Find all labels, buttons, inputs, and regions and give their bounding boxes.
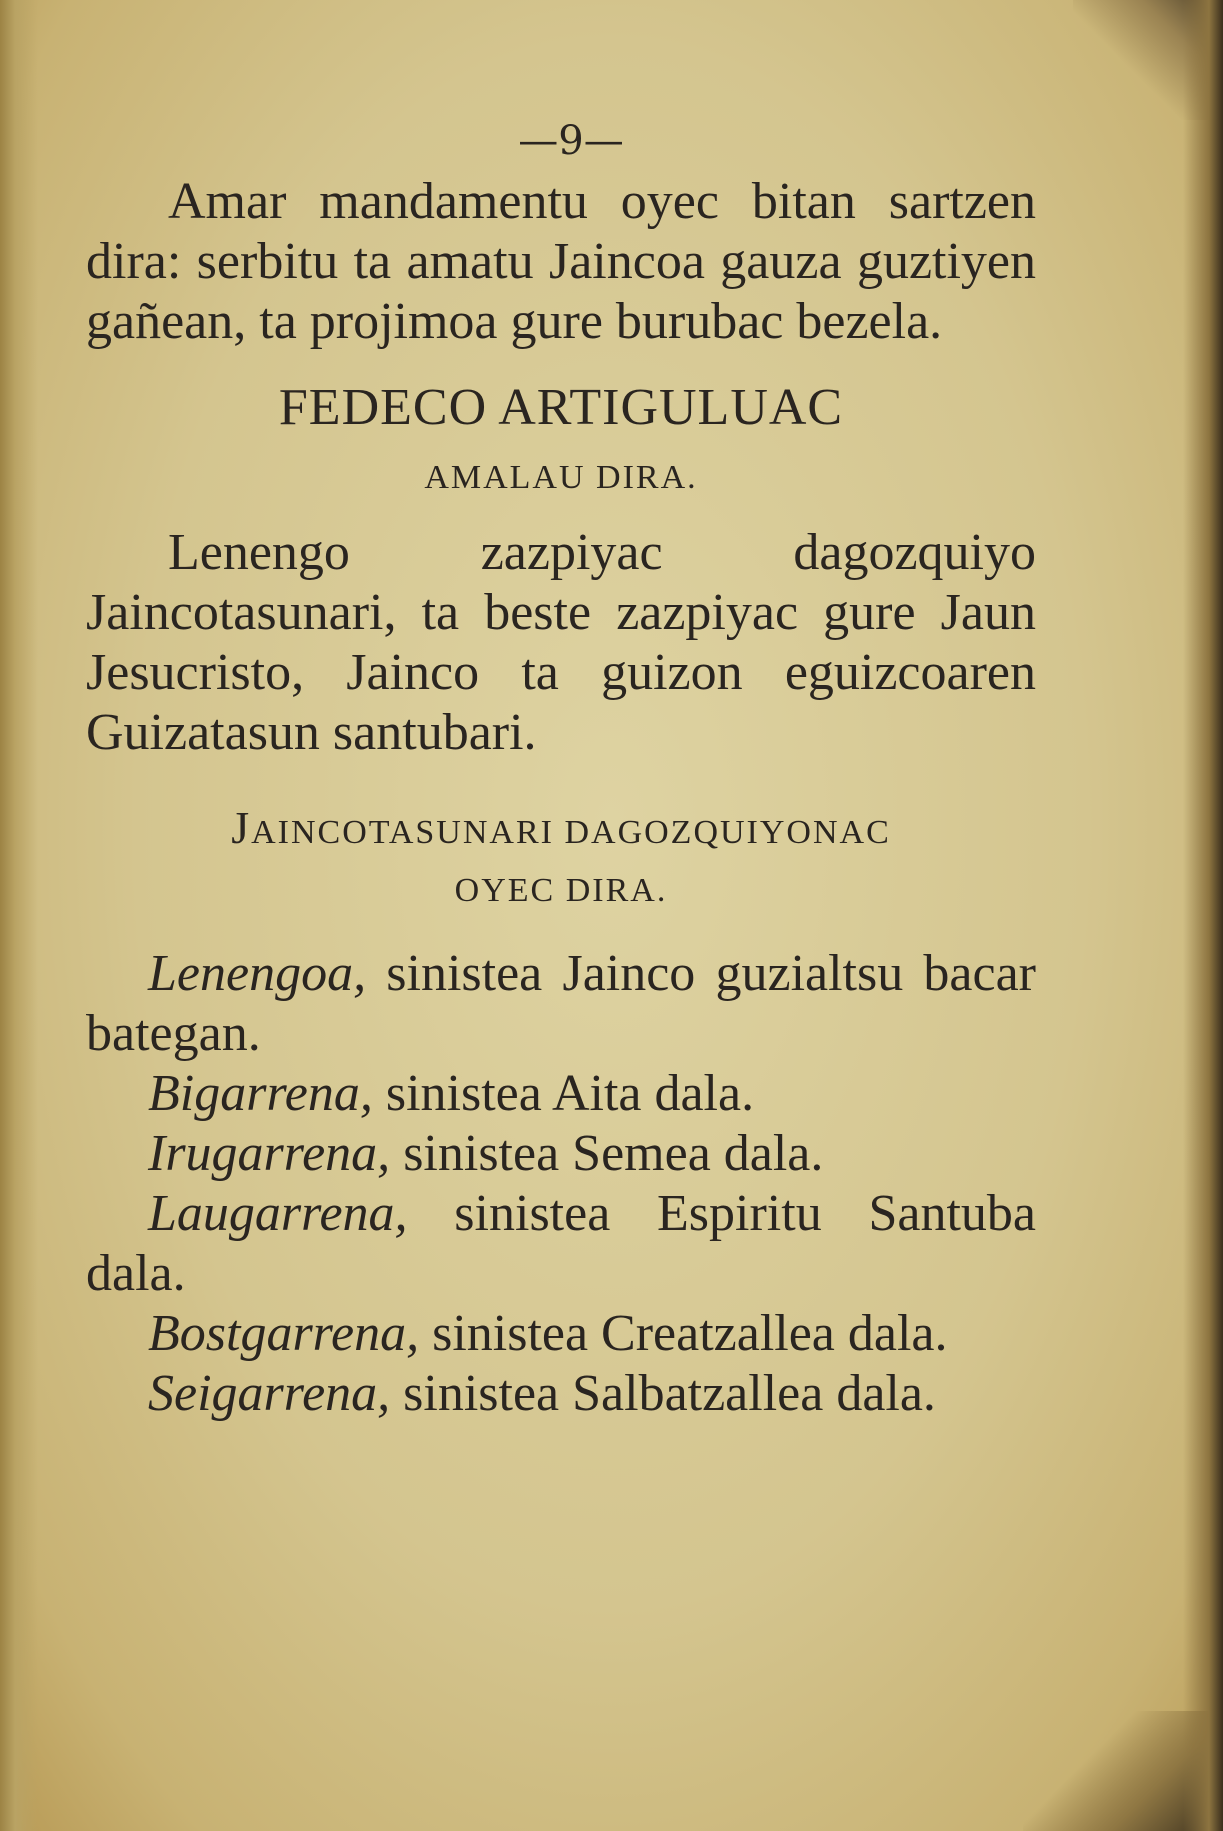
- article-4-text: sinistea Espiritu Santuba dala.: [86, 1185, 1036, 1302]
- intro-paragraph: Amar mandamentu oyec bitan sartzen dira: serbitu ta amatu Jaincoa gauza guztiyen gañean, ta projimoa gure burubac bezela.: [86, 173, 1036, 350]
- divinity-heading: [86, 799, 1036, 920]
- article-4: [86, 1184, 1036, 1304]
- second-paragraph: Lenengo zazpiyac dagozquiyo Jaincotasunari, ta beste zazpiyac gure Jaun Jesucristo, Jainco ta guizon eguizcoaren Guizatasun santubari.: [86, 524, 1036, 761]
- article-6-text: sinistea Salbatzallea dala.: [390, 1365, 936, 1422]
- article-2-text: sinistea Aita dala.: [372, 1065, 755, 1122]
- article-1: [86, 944, 1036, 1064]
- article-5: [86, 1304, 1036, 1364]
- page-number: —9—: [518, 118, 624, 164]
- article-3-ordinal: Irugarrena,: [148, 1125, 391, 1182]
- article-5-ordinal: Bostgarrena,: [148, 1305, 420, 1362]
- article-1-ordinal: Lenengoa,: [148, 945, 367, 1002]
- article-3: [86, 1124, 1036, 1184]
- article-6: [86, 1364, 1036, 1424]
- article-1-text: sinistea Jainco guzialtsu bacar bategan.: [86, 945, 1036, 1062]
- article-6-ordinal: Seigarrena,: [148, 1365, 391, 1422]
- section-heading: FEDECO ARTIGULUAC: [278, 379, 844, 436]
- worn-corner-bottom: [1023, 1711, 1223, 1831]
- divinity-heading-line2: OYEC DIRA.: [454, 872, 668, 909]
- article-5-text: sinistea Creatzallea dala.: [419, 1305, 948, 1362]
- divinity-heading-initial: J: [231, 802, 252, 853]
- article-3-text: sinistea Semea dala.: [390, 1125, 824, 1182]
- page-content: [86, 118, 1036, 1424]
- article-4-ordinal: Laugarrena,: [148, 1185, 408, 1242]
- section-subheading: AMALAU DIRA.: [424, 459, 698, 496]
- divinity-heading-rest: AINCOTASUNARI DAGOZQUIYONAC: [251, 814, 891, 851]
- article-2-ordinal: Bigarrena,: [148, 1065, 373, 1122]
- article-2: [86, 1064, 1036, 1124]
- worn-corner-top: [1073, 0, 1223, 120]
